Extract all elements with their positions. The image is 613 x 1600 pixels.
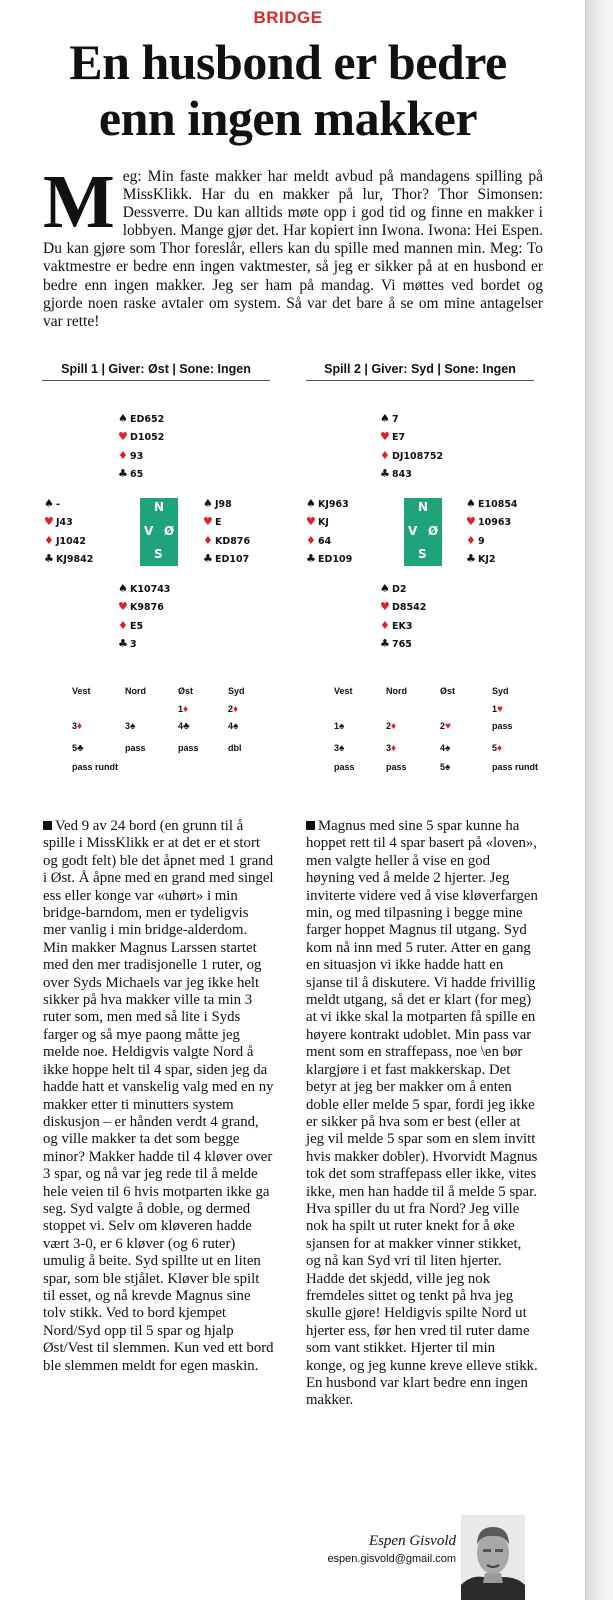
diamond-holding xyxy=(203,532,250,550)
cards: D2 xyxy=(392,584,407,595)
cards: J43 xyxy=(56,517,73,529)
club-icon: ♣ xyxy=(183,721,190,732)
compass-o: Ø xyxy=(164,524,175,538)
deal-2-title: Spill 2 | Giver: Syd | Sone: Ingen xyxy=(306,362,534,381)
diamond-holding xyxy=(466,532,518,550)
intro-text: eg: Min faste makker har meldt avbud på mandagens spilling på MissKlikk. Har du en makker på lur, Thor? Thor Simonsen: Dessverre. Du kan alltids møte opp i god tid og finne en makker i lobbyen. Mange gjør det. Har kopiert inn Iwona. Iwona: Hei Espen. Du kan gjøre som Thor foreslår, ellers kan du spille med mannen min. Meg: To vaktmestre er bedre enn ingen vaktmester, så jeg er sikker på at en husbond er bedre enn ingen makker. Jeg ser ham på mandag. Vi møttes ved bordet og gjorde noen raske avtaler om system. Så var det bare å se om mine antagelser var rette! xyxy=(43,168,543,330)
section-marker-icon xyxy=(306,821,315,830)
hand-east xyxy=(203,495,250,569)
spade-icon: ♠ xyxy=(118,412,128,425)
bid-call: 5♦ xyxy=(492,743,503,754)
compass-v: V xyxy=(408,524,418,538)
cards: 10963 xyxy=(478,517,512,529)
hand-north xyxy=(380,410,443,484)
cards: KJ9842 xyxy=(56,554,94,566)
diamond-icon: ♦ xyxy=(380,618,390,632)
club-icon: ♣ xyxy=(203,552,213,566)
cards: 765 xyxy=(392,639,412,651)
spade-icon: ♠ xyxy=(380,582,390,595)
bid-call: 4♠ xyxy=(440,743,451,754)
club-icon: ♣ xyxy=(77,743,84,754)
diamond-icon: ♦ xyxy=(306,533,316,547)
cards: K9876 xyxy=(130,602,164,614)
hand-west xyxy=(306,495,352,569)
bid-call: 2♥ xyxy=(440,721,451,732)
author-photo xyxy=(461,1515,525,1600)
club-icon: ♣ xyxy=(380,637,390,651)
intro-paragraph xyxy=(43,160,543,331)
cards: E xyxy=(215,517,222,529)
cards: D8542 xyxy=(392,602,427,614)
club-icon: ♣ xyxy=(118,467,128,481)
cards: EK3 xyxy=(392,620,413,632)
cards: 7 xyxy=(392,414,399,425)
spade-holding xyxy=(380,580,426,598)
cards: ED109 xyxy=(318,554,353,566)
bid-call: 4♠ xyxy=(228,721,239,732)
section-kicker: BRIDGE xyxy=(253,8,323,27)
heart-icon: ♥ xyxy=(44,515,54,529)
cards: ED107 xyxy=(215,554,250,566)
heart-holding xyxy=(203,513,250,531)
club-holding xyxy=(203,550,250,568)
heart-holding xyxy=(380,428,443,446)
heart-holding xyxy=(118,598,170,616)
spade-icon: ♠ xyxy=(445,743,451,754)
cards: J1042 xyxy=(56,535,86,547)
heart-holding xyxy=(306,513,352,531)
cards: J98 xyxy=(215,499,232,510)
hand-west xyxy=(44,495,93,569)
heart-icon: ♥ xyxy=(203,515,213,529)
bid-call: pass rundt xyxy=(72,762,119,772)
compass-n: N xyxy=(418,500,429,514)
compass-box xyxy=(404,498,442,566)
heart-icon: ♥ xyxy=(306,515,316,529)
heart-holding xyxy=(380,598,426,616)
club-holding xyxy=(118,635,170,653)
bid-call: pass xyxy=(492,721,513,731)
spade-icon: ♠ xyxy=(445,762,451,773)
author-name: Espen Gisvold xyxy=(368,1533,456,1549)
bid-call: pass xyxy=(125,743,146,753)
club-holding xyxy=(466,550,518,568)
article-column-2 xyxy=(306,818,538,1410)
diamond-icon: ♦ xyxy=(380,448,390,462)
diamond-icon: ♦ xyxy=(466,533,476,547)
compass-o: Ø xyxy=(428,524,439,538)
bidding-header: Nord xyxy=(125,686,146,696)
bid-call: 5♣ xyxy=(72,743,84,754)
cards: 65 xyxy=(130,469,144,481)
diamond-icon: ♦ xyxy=(233,704,239,715)
heart-holding xyxy=(44,513,93,531)
cards: KJ963 xyxy=(318,499,349,510)
cards: K10743 xyxy=(130,584,171,595)
deal-1-title: Spill 1 | Giver: Øst | Sone: Ingen xyxy=(42,362,270,381)
author-email: espen.gisvold@gmail.com xyxy=(327,1553,456,1565)
drop-cap: M xyxy=(43,160,115,244)
bid-call: pass rundt xyxy=(492,762,539,772)
bidding-header: Syd xyxy=(228,686,245,696)
bid-call: 2♦ xyxy=(228,704,239,715)
compass-s: S xyxy=(154,547,163,561)
bid-call: pass xyxy=(334,762,355,772)
cards: 843 xyxy=(392,469,412,481)
spade-icon: ♠ xyxy=(44,497,54,510)
bidding-header: Nord xyxy=(386,686,407,696)
cards: 9 xyxy=(478,535,485,547)
diamond-icon: ♦ xyxy=(183,704,189,715)
spade-holding xyxy=(118,580,170,598)
bid-call: 1♦ xyxy=(178,704,189,715)
diamond-icon: ♦ xyxy=(391,721,397,732)
heart-icon: ♥ xyxy=(445,721,451,732)
bid-call: 3♠ xyxy=(125,721,136,732)
heart-icon: ♥ xyxy=(380,600,390,614)
compass-box xyxy=(140,498,178,566)
club-icon: ♣ xyxy=(466,552,476,566)
bid-call: 3♠ xyxy=(334,743,345,754)
cards: E5 xyxy=(130,620,144,632)
spade-holding xyxy=(44,495,93,513)
spade-icon: ♠ xyxy=(306,497,316,510)
club-holding xyxy=(118,465,164,483)
club-holding xyxy=(306,550,352,568)
headline-line-2: enn ingen makker xyxy=(98,90,478,146)
club-holding xyxy=(380,635,426,653)
bid-call: 3♦ xyxy=(386,743,397,754)
heart-icon: ♥ xyxy=(497,704,503,715)
diamond-holding xyxy=(380,447,443,465)
diamond-holding xyxy=(118,617,170,635)
cards: E10854 xyxy=(478,499,518,510)
headline-line-1: En husbond er bedre xyxy=(69,34,507,90)
headline xyxy=(0,34,576,146)
cards: ED652 xyxy=(130,414,165,425)
cards: 64 xyxy=(318,535,332,547)
spade-holding xyxy=(466,495,518,513)
bid-call: 2♦ xyxy=(386,721,397,732)
hand-north xyxy=(118,410,164,484)
heart-holding xyxy=(118,428,164,446)
cards: E7 xyxy=(392,432,406,444)
club-holding xyxy=(380,465,443,483)
diamond-holding xyxy=(44,532,93,550)
diamond-icon: ♦ xyxy=(118,618,128,632)
cards: DJ108752 xyxy=(392,450,444,462)
compass-v: V xyxy=(144,524,154,538)
hand-east xyxy=(466,495,518,569)
cards: 3 xyxy=(130,639,137,651)
compass-n: N xyxy=(154,500,165,514)
bid-call: 1♥ xyxy=(492,704,503,715)
diamond-holding xyxy=(306,532,352,550)
page-edge xyxy=(585,0,613,1600)
diamond-holding xyxy=(118,447,164,465)
cards: - xyxy=(56,499,60,510)
cards: KJ xyxy=(318,517,329,529)
diamond-icon: ♦ xyxy=(497,743,503,754)
heart-icon: ♥ xyxy=(118,600,128,614)
bid-call: 1♠ xyxy=(334,721,345,732)
spade-holding xyxy=(203,495,250,513)
club-icon: ♣ xyxy=(380,467,390,481)
club-icon: ♣ xyxy=(44,552,54,566)
club-icon: ♣ xyxy=(118,637,128,651)
club-icon: ♣ xyxy=(306,552,316,566)
hand-south xyxy=(380,580,426,654)
spade-icon: ♠ xyxy=(466,497,476,510)
spade-holding xyxy=(118,410,164,428)
spade-holding xyxy=(380,410,443,428)
heart-holding xyxy=(466,513,518,531)
bid-call: pass xyxy=(178,743,199,753)
compass-s: S xyxy=(418,547,427,561)
bidding-header: Vest xyxy=(72,686,91,696)
bidding-header: Syd xyxy=(492,686,509,696)
bid-call: 5♠ xyxy=(440,762,451,773)
column-2-text: Magnus med sine 5 spar kunne ha hoppet rett til 4 spar basert på «loven», men valgte heller å vise en god høyning ved å melde 2 hjerter. Jeg inviterte videre ved å vise kløverfargen min, og med tilpasning i begge mine farger hoppet Magnus til utgang. Syd kom nå inn med 5 ruter. Atter en gang en situasjon vi ikke hadde hatt en sjanse til å diskutere. Vi hadde frivillig meldt utgang, så det er klart (for meg) at vi ikke skal la motparten få spille en høyere kontrakt udoblet. Min pass var ment som en straffepass, noe \en bør klargjøre i et fast makkerskap. Det betyr at jeg ber makker om å enten doble eller melde 5 spar, fordi jeg ikke er sikker på hva som er best (eller at jeg vil melde 5 spar som en slem invitt hvis makker dobler). Hvorvidt Magnus tok det som straffepass eller ikke, vites ikke, men han hadde til å melde 5 spar. Hva spiller du ut fra Nord? Jeg ville nok ha spilt ut ruter knekt for å øke sjansen for at makker vinner stikket, og nå kan Syd vri til liten hjerter. Hadde det skjedd, ville jeg nok fremdeles sittet og tenkt på hva jeg skulle gjøre! Heldigvis spilte Nord ut hjerter ess, før hen vred til ruter dame som vant stikket. Hjerter til min konge, og jeg kunne kreve elleve stikk. En husbond var klart bedre enn ingen makker. xyxy=(306,818,538,1409)
bid-call: dbl xyxy=(228,743,242,753)
diamond-icon: ♦ xyxy=(44,533,54,547)
bid-call: pass xyxy=(386,762,407,772)
heart-icon: ♥ xyxy=(380,430,390,444)
cards: KD876 xyxy=(215,535,251,547)
bidding-header: Vest xyxy=(334,686,353,696)
article-column-1 xyxy=(43,818,275,1375)
spade-icon: ♠ xyxy=(339,721,345,732)
diamond-icon: ♦ xyxy=(203,533,213,547)
heart-icon: ♥ xyxy=(118,430,128,444)
section-marker-icon xyxy=(43,821,52,830)
cards: KJ2 xyxy=(478,554,496,566)
diamond-icon: ♦ xyxy=(77,721,83,732)
diamond-icon: ♦ xyxy=(391,743,397,754)
diamond-holding xyxy=(380,617,426,635)
spade-icon: ♠ xyxy=(380,412,390,425)
club-holding xyxy=(44,550,93,568)
spade-icon: ♠ xyxy=(118,582,128,595)
heart-icon: ♥ xyxy=(466,515,476,529)
cards: D1052 xyxy=(130,432,165,444)
hand-south xyxy=(118,580,170,654)
diamond-icon: ♦ xyxy=(118,448,128,462)
bidding-header: Øst xyxy=(178,686,194,696)
spade-icon: ♠ xyxy=(203,497,213,510)
cards: 93 xyxy=(130,450,144,462)
bid-call: 4♣ xyxy=(178,721,190,732)
bid-call: 3♦ xyxy=(72,721,83,732)
bidding-header: Øst xyxy=(440,686,456,696)
column-1-text: Ved 9 av 24 bord (en grunn til å spille i MissKlikk er at det er et stort og godt felt) ble det åpnet med 1 grand i Øst. Å åpne med en grand med singel ess eller konge var «uhørt» i min bridge-barndom, men er tydeligvis mer vanlig i min bridge-alderdom. Min makker Magnus Larssen startet med den mer tradisjonelle 1 ruter, og over Syds Michaels var jeg ikke helt sikker på hva makker ville ta min 3 ruter som, men med så lite i Syds farger og så mye paong måtte jeg melde noe. Heldigvis valgte Nord å ikke hoppe helt til 4 spar, siden jeg da hadde hatt et vanskelig valg med en ny makker etter ti minutters system diskusjon – er hånden verdt 4 grand, og ville makker ta det som begge minor? Makker hadde til 4 kløver over 3 spar, og nå var jeg rede til å melde hele veien til 6 hvis motparten ikke ga seg. Syd valgte å doble, og dermed stoppet vi. Selv om kløveren hadde vært 3-0, er 6 kløver (og 6 ruter) umulig å beite. Syd spillte ut en liten spar, som ble stjålet. Kløver ble spilt til esset, og nå krevde Magnus sine tolv stikk. Ved to bord kjempet Nord/Syd opp til 5 spar og hjalp Øst/Vest til slemmen. Kun ved ett bord ble slemmen meldt for egen maskin. xyxy=(43,818,274,1374)
spade-icon: ♠ xyxy=(233,721,239,732)
spade-icon: ♠ xyxy=(130,721,136,732)
spade-holding xyxy=(306,495,352,513)
spade-icon: ♠ xyxy=(339,743,345,754)
